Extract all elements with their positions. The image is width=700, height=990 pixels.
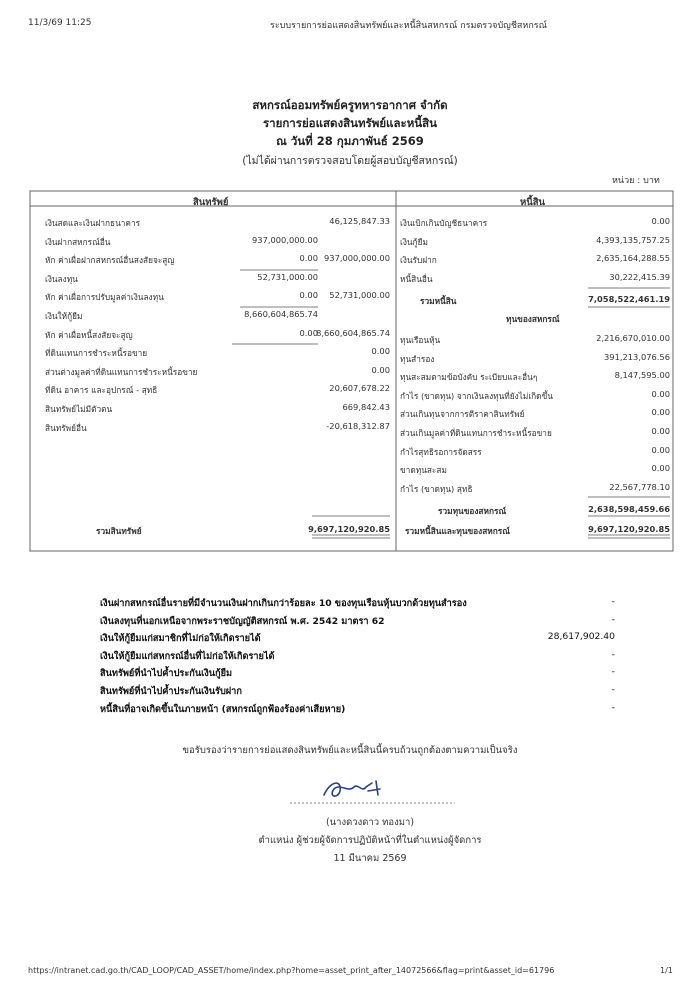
equity-value: 8,147,595.00 [614,370,670,381]
total-assets-label: รวมสินทรัพย์ [96,526,142,536]
equity-label: ส่วนเกินมูลค่าที่ดินแทนการชำระหนี้รอขาย [400,428,552,438]
equity-label: ขาดทุนสะสม [400,465,447,476]
unit-label: หน่วย : บาท [612,176,660,186]
asset-label: เงินฝากสหกรณ์อื่น [45,236,111,247]
total-assets-value: 9,697,120,920.85 [308,524,390,534]
note-label: เงินให้กู้ยืมแก่สหกรณ์อื่นที่ไม่ก่อให้เกิดรายได้ [100,650,275,662]
signature [318,773,398,803]
note-value: - [611,648,615,660]
asset-value: 0.00 [371,364,390,375]
asset-subvalue: 937,000,000.00 [252,234,318,245]
grand-total-value: 9,697,120,920.85 [588,524,670,534]
equity-label: ทุนสะสมตามข้อบังคับ ระเบียบและอื่นๆ [400,372,538,383]
note-label: เงินให้กู้ยืมแก่สมาชิกที่ไม่ก่อให้เกิดรายได้ [100,633,261,645]
note-label: สินทรัพย์ที่นำไปค้ำประกันเงินรับฝาก [100,686,242,697]
total-equity-value: 2,638,598,459.66 [588,504,670,514]
note-value: - [611,596,615,607]
liability-value: 0.00 [651,216,670,226]
note-value: - [611,701,615,713]
equity-value: 0.00 [651,407,670,418]
asset-value: 46,125,847.33 [329,216,390,226]
liability-label: หนี้สินอื่น [400,273,433,284]
asset-label: สินทรัพย์ไม่มีตัวตน [45,404,113,414]
equity-value: 0.00 [651,444,670,455]
asset-value: 669,842.43 [342,402,390,412]
asset-value: 52,731,000.00 [329,290,390,301]
asset-value: 937,000,000.00 [324,253,390,264]
total-equity-label: รวมทุนของสหกรณ์ [438,506,507,516]
date-line: ณ วันที่ 28 กุมภาพันธ์ 2569 [276,134,424,148]
liabilities-heading: หนี้สิน [520,197,546,208]
equity-value: 0.00 [651,463,670,474]
asset-value: 0.00 [371,346,390,357]
asset-subvalue: 0.00 [299,290,318,301]
asset-value: 8,660,604,865.74 [316,327,390,338]
note-label: เงินลงทุนที่นอกเหนือจากพระราชบัญญัติสหกรณ์ พ.ศ. 2542 มาตรา 62 [100,615,385,627]
note-value: 28,617,902.40 [547,631,615,643]
grand-total-label: รวมหนี้สินและทุนของสหกรณ์ [405,526,510,536]
org-name: สหกรณ์ออมทรัพย์ครูทหารอากาศ จำกัด [252,98,448,112]
liability-label: เงินเบิกเกินบัญชีธนาคาร [400,218,488,228]
liability-label: เงินรับฝาก [400,255,437,266]
assets-heading: สินทรัพย์ [193,197,229,208]
asset-subvalue: 0.00 [299,327,318,338]
signer-name: (นางดวงดาว ทองมา) [325,817,415,828]
asset-subvalue: 8,660,604,865.74 [244,309,318,319]
asset-label: ที่ดินแทนการชำระหนี้รอขาย [45,348,148,359]
asset-label: สินทรัพย์อื่น [45,422,87,433]
note-value: - [611,666,615,678]
audit-note: (ไม่ได้ผ่านการตรวจสอบโดยผู้สอบบัญชีสหกรณ์) [242,155,458,167]
liability-value: 4,393,135,757.25 [596,234,670,245]
asset-subvalue: 52,731,000.00 [257,271,318,282]
note-label: หนี้สินที่อาจเกิดขึ้นในภายหน้า (สหกรณ์ถูกฟ้องร้องค่าเสียหาย) [100,703,346,715]
asset-value: -20,618,312.87 [326,420,390,431]
asset-value: 20,607,678.22 [329,383,390,394]
equity-label: กำไร (ขาดทุน) จากเงินลงทุนที่ยังไม่เกิดขึ้น [400,390,553,401]
total-liabilities-value: 7,058,522,461.19 [588,294,670,304]
note-label: เงินฝากสหกรณ์อื่นรายที่มีจำนวนเงินฝากเกินกว่าร้อยละ 10 ของทุนเรือนหุ้นบวกด้วยทุนสำรอง [100,598,467,609]
doc-title: รายการย่อแสดงสินทรัพย์และหนี้สิน [262,116,438,130]
sign-date: 11 มีนาคม 2569 [333,853,407,864]
liability-value: 2,635,164,288.55 [596,253,670,264]
print-datetime: 11/3/69 11:25 [28,18,92,28]
certification-text: ขอรับรองว่ารายการย่อแสดงสินทรัพย์และหนี้สินนี้ครบถ้วนถูกต้องตามความเป็นจริง [182,745,518,756]
asset-label: ส่วนต่างมูลค่าที่ดินแทนการชำระหนี้รอขาย [45,366,198,377]
equity-label: กำไรสุทธิรอการจัดสรร [400,446,482,457]
equity-value: 391,213,076.56 [604,351,670,362]
asset-label: เงินให้กู้ยืม [45,311,83,321]
equity-label: ทุนสำรอง [400,353,435,364]
system-name: ระบบรายการย่อแสดงสินทรัพย์และหนี้สินสหกรณ์ กรมตรวจบัญชีสหกรณ์ [270,21,547,31]
asset-label: หัก ค่าเผื่อการปรับมูลค่าเงินลงทุน [45,292,164,303]
equity-value: 0.00 [651,426,670,436]
asset-label: หัก ค่าเผื่อหนี้สงสัยจะสูญ [45,329,133,340]
signer-position: ตำแหน่ง ผู้ช่วยผู้จัดการปฏิบัติหน้าที่ในตำแหน่งผู้จัดการ [258,835,482,846]
total-liabilities-label: รวมหนี้สิน [420,296,457,306]
liability-label: เงินกู้ยืม [400,236,428,247]
asset-label: หัก ค่าเผื่อฝากสหกรณ์อื่นสงสัยจะสูญ [45,255,175,266]
note-value: - [611,613,615,625]
equity-value: 22,567,778.10 [609,481,670,492]
note-value: - [611,684,615,695]
note-label: สินทรัพย์ที่นำไปค้ำประกันเงินกู้ยืม [100,668,233,680]
liability-value: 30,222,415.39 [609,271,670,282]
equity-value: 0.00 [651,388,670,399]
equity-label: ส่วนเกินทุนจากการตีราคาสินทรัพย์ [400,409,525,420]
asset-label: เงินลงทุน [45,273,78,284]
asset-label: เงินสดและเงินฝากธนาคาร [45,218,141,228]
asset-label: ที่ดิน อาคาร และอุปกรณ์ - สุทธิ [45,385,158,396]
equity-label: กำไร (ขาดทุน) สุทธิ [400,483,473,494]
footer-url: https://intranet.cad.go.th/CAD_LOOP/CAD_ASSET/home/index.php?home=asset_print_after_14072566&flag=print&asset_id=61796 [28,966,555,975]
equity-heading: ทุนของสหกรณ์ [506,314,560,324]
asset-subvalue: 0.00 [299,253,318,264]
equity-value: 2,216,670,010.00 [596,333,670,343]
page-number: 1/1 [660,966,673,975]
equity-label: ทุนเรือนหุ้น [400,335,441,345]
